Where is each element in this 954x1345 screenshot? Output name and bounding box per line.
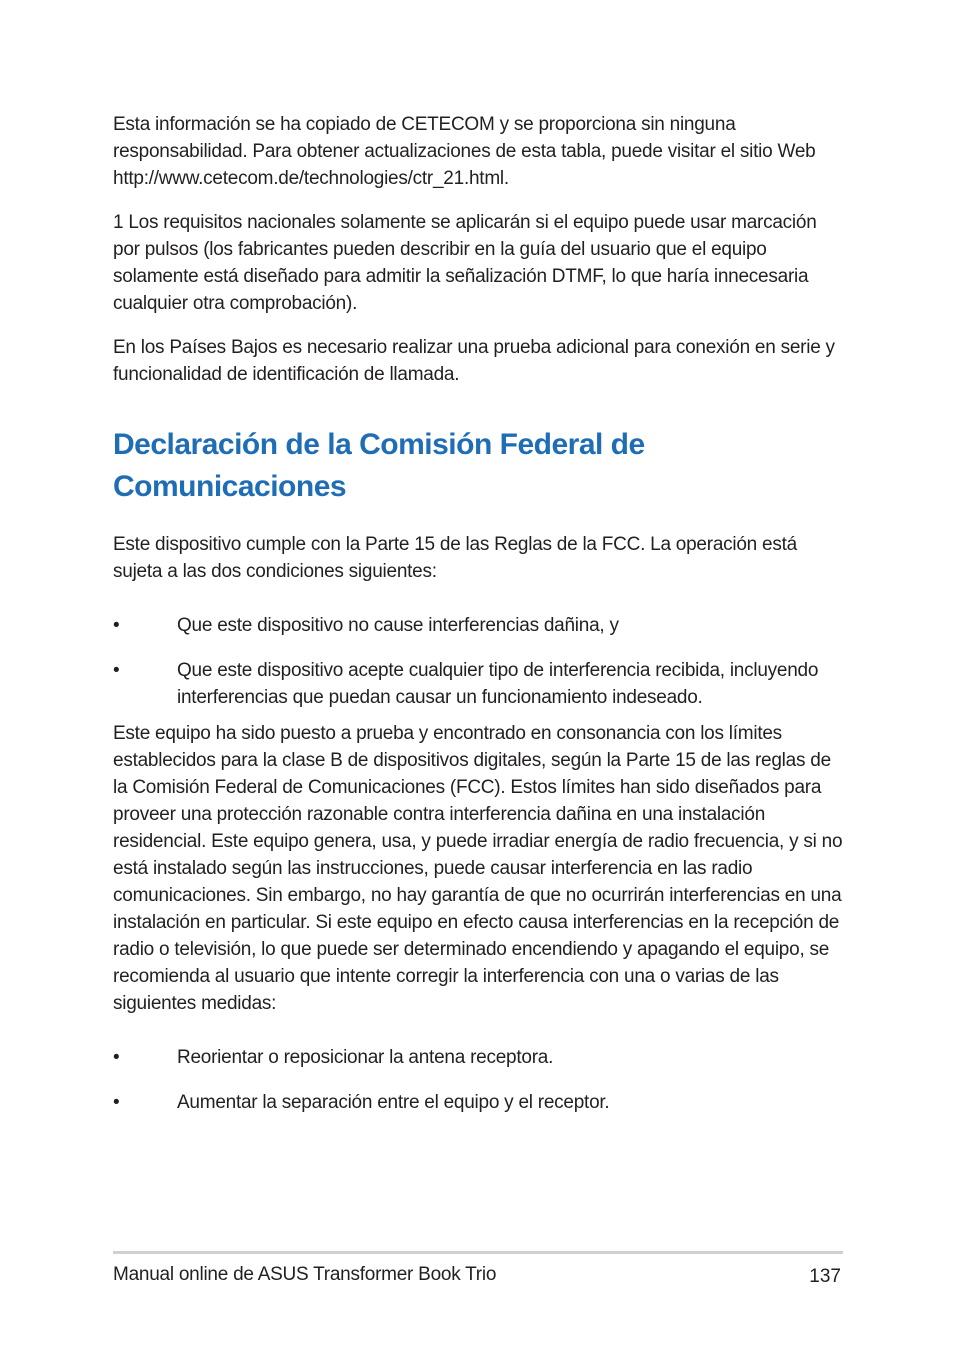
- bullet-icon: •: [113, 615, 120, 636]
- page-content: [113, 111, 843, 1116]
- list-item: [113, 657, 843, 711]
- list-item-text: Aumentar la separación entre el equipo y el receptor.: [177, 1092, 610, 1113]
- list-item-text: Reorientar o reposicionar la antena receptora.: [177, 1047, 554, 1068]
- bullet-icon: •: [113, 1092, 120, 1113]
- section-heading-fcc: Declaración de la Comisión Federal de Comunicaciones: [113, 428, 645, 503]
- bullet-icon: •: [113, 660, 120, 681]
- list-item-text: Que este dispositivo no cause interferencias dañina, y: [177, 615, 619, 636]
- footer-divider: [113, 1251, 843, 1254]
- measures-list: [113, 1044, 843, 1116]
- footer-page-number: 137: [809, 1266, 841, 1287]
- bullet-icon: •: [113, 1047, 120, 1068]
- fcc-body-paragraph: Este equipo ha sido puesto a prueba y encontrado en consonancia con los límites establecidos para la clase B de dispositivos digitales, según la Parte 15 de las reglas de la Comisión Federal de Comunicaciones (FCC). Estos límites han sido diseñados para proveer una protección razonable contra interferencia dañina en una instalación residencial. Este equipo genera, usa, y puede irradiar energía de radio frecuencia, y si no está instalado según las instrucciones, puede causar interferencia en las radio comunicaciones. Sin embargo, no hay garantía de que no ocurrirán interferencias en una instalación en particular. Si este equipo en efecto causa interferencias en la recepción de radio o televisión, lo que puede ser determinado encendiendo y apagando el equipo, se recomienda al usuario que intente corregir la interferencia con una o varias de las siguientes medidas:: [113, 723, 843, 1014]
- intro-paragraph-cetecom: Esta información se ha copiado de CETECOM y se proporciona sin ninguna responsabilidad. Para obtener actualizaciones de esta tabla, puede visitar el sitio Web http://www.cetecom.de/technologies/ctr_21.html.: [113, 114, 816, 189]
- intro-paragraph-netherlands: En los Países Bajos es necesario realizar una prueba adicional para conexión en serie y funcionalidad de identificación de llamada.: [113, 337, 835, 385]
- intro-paragraph-requirements: 1 Los requisitos nacionales solamente se aplicarán si el equipo puede usar marcación por pulsos (los fabricantes pueden describir en la guía del usuario que el equipo solamente está diseñado para admitir la señalización DTMF, lo que haría innecesaria cualquier otra comprobación).: [113, 212, 817, 314]
- footer-manual-title: Manual online de ASUS Transformer Book Trio: [113, 1264, 497, 1285]
- list-item-text: Que este dispositivo acepte cualquier tipo de interferencia recibida, incluyendo interferencias que puedan causar un funcionamiento indeseado.: [177, 660, 819, 708]
- fcc-intro-paragraph: Este dispositivo cumple con la Parte 15 de las Reglas de la FCC. La operación está sujeta a las dos condiciones siguientes:: [113, 534, 797, 582]
- list-item: [113, 612, 843, 639]
- list-item: [113, 1044, 843, 1071]
- conditions-list: [113, 612, 843, 711]
- list-item: [113, 1089, 843, 1116]
